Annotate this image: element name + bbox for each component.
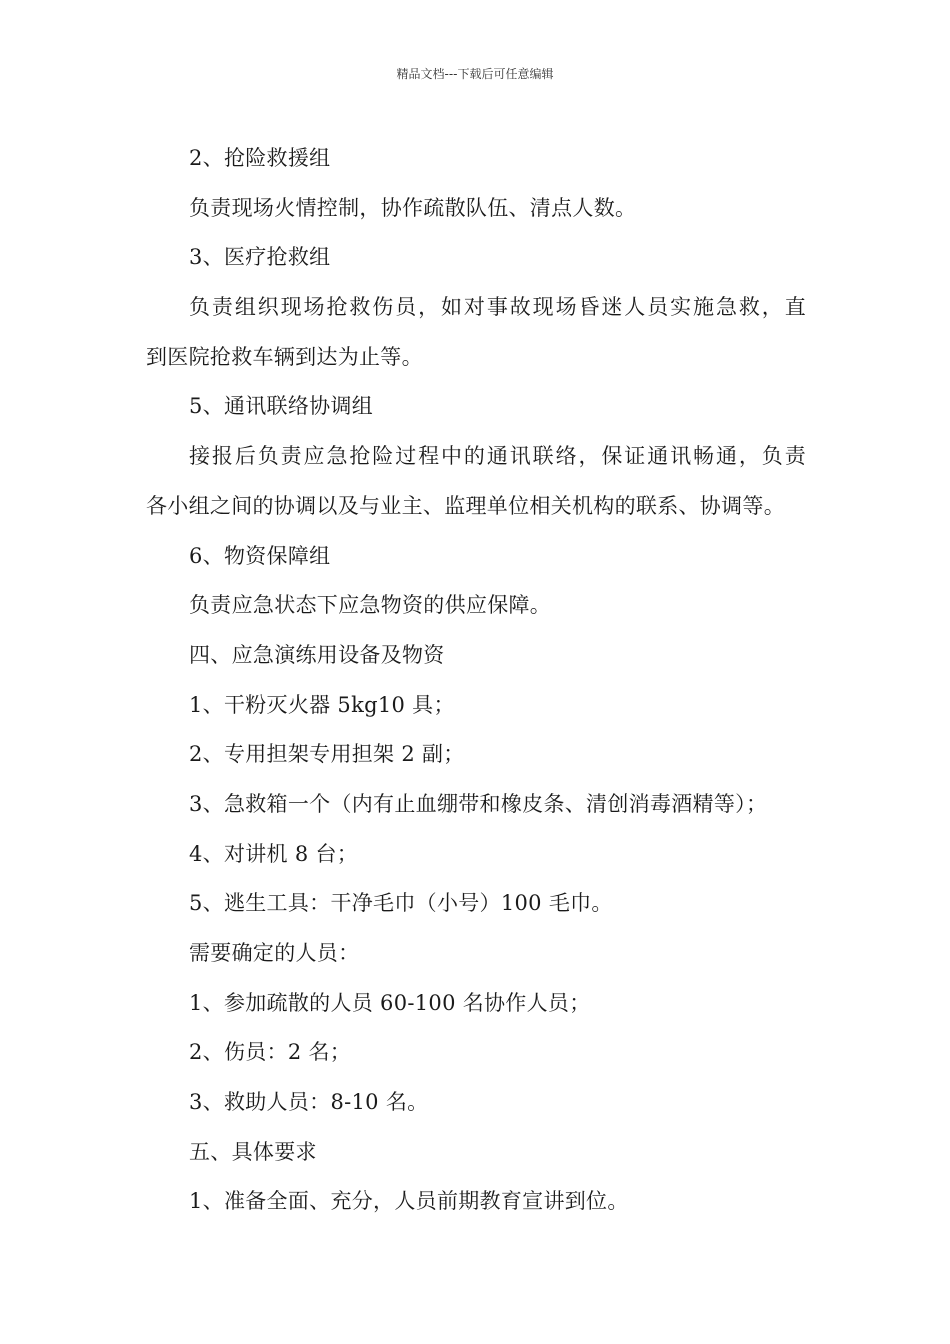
page-header: 精品文档---下载后可任意编辑 xyxy=(396,67,554,81)
list-item: 1、参加疏散的人员 60-100 名协作人员； xyxy=(189,990,591,1015)
paragraph-line: 负责现场火情控制，协作疏散队伍、清点人数。 xyxy=(189,195,637,220)
section-heading: 四、应急演练用设备及物资 xyxy=(189,642,445,667)
section-heading: 6、物资保障组 xyxy=(189,543,331,568)
paragraph-line: 到医院抢救车辆到达为止等。 xyxy=(146,344,423,369)
list-item: 1、准备全面、充分，人员前期教育宣讲到位。 xyxy=(189,1189,629,1214)
section-heading: 5、通讯联络协调组 xyxy=(189,394,374,419)
list-item: 2、专用担架专用担架 2 副； xyxy=(189,742,465,767)
list-item: 2、伤员：2 名； xyxy=(189,1040,352,1065)
paragraph-line: 各小组之间的协调以及与业主、监理单位相关机构的联系、协调等。 xyxy=(146,493,785,518)
section-heading: 五、具体要求 xyxy=(189,1139,317,1164)
paragraph-line: 负责组织现场抢救伤员，如对事故现场昏迷人员实施急救，直 xyxy=(189,295,806,320)
paragraph-line: 负责应急状态下应急物资的供应保障。 xyxy=(189,593,552,618)
list-item: 3、救助人员：8-10 名。 xyxy=(189,1090,429,1115)
list-item: 3、急救箱一个（内有止血绷带和橡皮条、清创消毒酒精等）； xyxy=(189,791,768,816)
document-body xyxy=(146,134,806,1227)
section-heading: 3、医疗抢救组 xyxy=(189,245,331,270)
paragraph-line: 需要确定的人员： xyxy=(189,941,360,965)
list-item: 4、对讲机 8 台； xyxy=(189,841,359,866)
section-heading: 2、抢险救援组 xyxy=(189,146,331,170)
paragraph-line: 接报后负责应急抢险过程中的通讯联络，保证通讯畅通，负责 xyxy=(189,444,806,469)
list-item: 5、逃生工具：干净毛巾（小号）100 毛巾。 xyxy=(189,891,613,916)
list-item: 1、干粉灭火器 5kg10 具； xyxy=(189,692,455,717)
